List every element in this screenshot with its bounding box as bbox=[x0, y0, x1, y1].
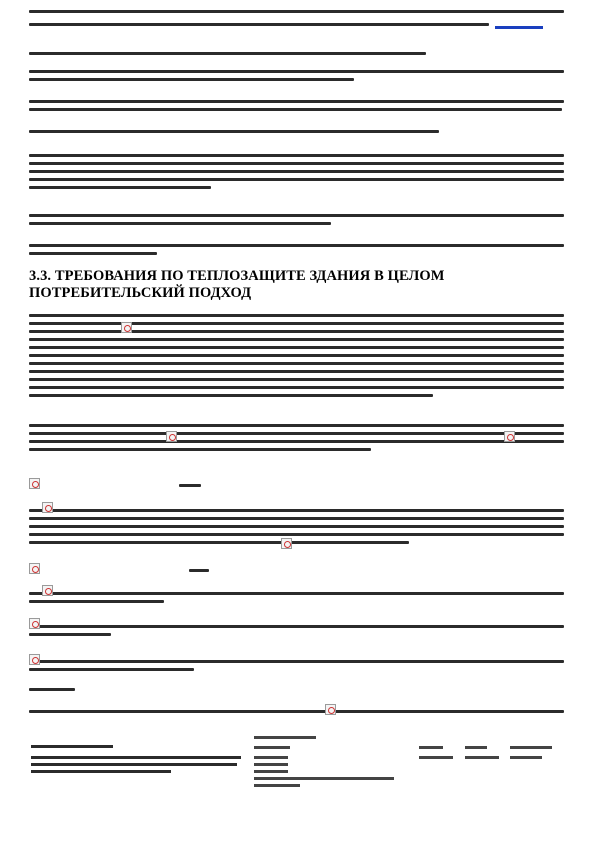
paragraph-coef-2 bbox=[29, 621, 569, 641]
paragraph-d bbox=[29, 150, 569, 194]
broken-image-icon bbox=[42, 502, 53, 513]
formula-number-3-1 bbox=[179, 484, 209, 487]
requirements-table bbox=[29, 733, 569, 791]
broken-image-icon bbox=[29, 654, 40, 665]
paragraph-3-3-1 bbox=[29, 310, 569, 402]
table-label bbox=[29, 684, 569, 696]
paragraph-3-3-2 bbox=[29, 420, 569, 456]
paragraph-where-1 bbox=[29, 505, 569, 549]
broken-image-icon bbox=[121, 322, 132, 333]
paragraph-where-2 bbox=[29, 588, 569, 608]
broken-image-icon bbox=[42, 585, 53, 596]
paragraph-v bbox=[29, 48, 569, 60]
formula-number-3-2 bbox=[189, 569, 219, 572]
section-heading: 3.3. ТРЕБОВАНИЯ ПО ТЕПЛОЗАЩИТЕ ЗДАНИЯ В ЦЕЛОМ ПОТРЕБИТЕЛЬСКИЙ ПОДХОД bbox=[29, 268, 445, 301]
table-row bbox=[29, 753, 569, 791]
table-caption bbox=[29, 706, 569, 718]
paragraph-e bbox=[29, 210, 569, 230]
formula-3-1-image bbox=[29, 478, 40, 489]
formula-3-2-image bbox=[29, 563, 40, 574]
table-row bbox=[29, 733, 569, 743]
broken-image-icon bbox=[29, 618, 40, 629]
paragraph-volume bbox=[29, 126, 569, 138]
paragraph-g bbox=[29, 66, 569, 86]
broken-image-icon bbox=[166, 431, 177, 442]
paragraph-b bbox=[29, 6, 569, 36]
paragraph-flat-roof bbox=[29, 240, 569, 260]
broken-image-icon bbox=[325, 704, 336, 715]
broken-image-icon bbox=[281, 538, 292, 549]
paragraph-complex-forms bbox=[29, 96, 569, 116]
link-snip[interactable] bbox=[495, 26, 543, 29]
table-row bbox=[29, 743, 569, 753]
paragraph-actual bbox=[29, 656, 569, 676]
broken-image-icon bbox=[504, 431, 515, 442]
